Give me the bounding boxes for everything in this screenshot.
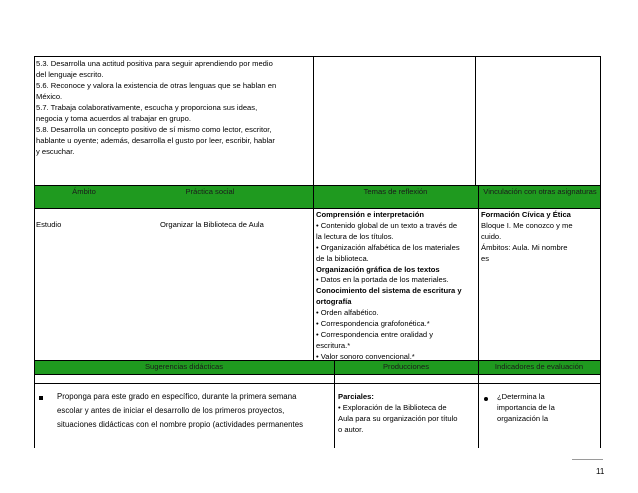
- objective-line: 5.8. Desarrolla un concepto positivo de sí mismo como lector, escritor,: [36, 125, 272, 134]
- indicador-line: organización la: [497, 414, 549, 423]
- header-vinculacion: Vinculación con otras asignaturas: [483, 187, 597, 196]
- tema-line: • Valor sonoro convencional.*: [316, 351, 415, 361]
- tema-line: • Correspondencia entre oralidad y: [316, 329, 434, 339]
- sugerencia-line: escolar y antes de iniciar el desarrollo de los primeros proyectos,: [57, 406, 285, 415]
- header-indicadores: Indicadores de evaluación: [494, 362, 584, 371]
- vinculacion-line: cuido.: [481, 232, 502, 241]
- header-producciones: Producciones: [382, 362, 429, 371]
- objective-line: 5.6. Reconoce y valora la existencia de otras lenguas que se hablan en: [36, 81, 277, 90]
- header-practica-social: Práctica social: [185, 187, 235, 196]
- vinculacion-title: Formación Cívica y Ética: [481, 210, 571, 219]
- practica-value: Organizar la Biblioteca de Aula: [160, 220, 264, 229]
- header-temas-reflexion: Temas de reflexión: [363, 187, 428, 196]
- round-bullet-icon: [484, 397, 488, 401]
- tema-line: • Organización alfabética de los materiales: [316, 242, 460, 252]
- objective-line: negocia y toma acuerdos al trabajar en grupo.: [36, 114, 191, 123]
- ambito-value: Estudio: [36, 220, 62, 229]
- page-number: 11: [596, 467, 605, 476]
- indicador-line: ¿Determina la: [497, 392, 545, 401]
- sugerencia-line: situaciones didácticas con el nombre propio (actividades permanentes: [57, 420, 304, 429]
- square-bullet-icon: [39, 396, 43, 400]
- tema-line: ortografía: [316, 297, 352, 307]
- sugerencia-line: Proponga para este grado en específico, durante la primera semana: [57, 392, 297, 401]
- objective-line: y escuchar.: [36, 147, 75, 156]
- header-sugerencias: Sugerencias didácticas: [144, 362, 224, 371]
- tema-line: • Orden alfabético.: [316, 308, 379, 318]
- tema-line: Conocimiento del sistema de escritura y: [316, 286, 462, 296]
- tema-line: escritura.*: [316, 340, 351, 350]
- tema-line: de la biblioteca.: [316, 253, 369, 263]
- produccion-line: Aula para su organización por título: [338, 414, 458, 423]
- objective-line: 5.3. Desarrolla una actitud positiva para seguir aprendiendo por medio: [36, 59, 273, 68]
- objective-line: del lenguaje escrito.: [36, 70, 104, 79]
- vinculacion-line: Bloque I. Me conozco y me: [481, 221, 573, 230]
- tema-line: la lectura de los títulos.: [316, 231, 394, 241]
- footer-rule: [572, 459, 603, 460]
- produccion-line: o autor.: [338, 425, 364, 434]
- vinculacion-line: Ámbitos: Aula. Mi nombre: [481, 243, 568, 252]
- tema-line: Organización gráfica de los textos: [316, 264, 440, 274]
- objective-line: México.: [36, 92, 63, 101]
- producciones-title: Parciales:: [338, 392, 374, 401]
- header-ambito: Ámbito: [72, 187, 96, 196]
- indicador-line: importancia de la: [497, 403, 555, 412]
- tema-line: • Datos en la portada de los materiales.: [316, 275, 449, 285]
- vinculacion-line: es: [481, 254, 490, 263]
- objective-line: 5.7. Trabaja colaborativamente, escucha y proporciona sus ideas,: [36, 103, 258, 112]
- produccion-line: • Exploración de la Biblioteca de: [338, 403, 447, 412]
- tema-line: Comprensión e interpretación: [316, 210, 425, 219]
- tema-line: • Contenido global de un texto a través de: [316, 220, 458, 230]
- objective-line: hablante u oyente; además, desarrolla el gusto por leer, escribir, hablar: [36, 136, 275, 145]
- tema-line: • Correspondencia grafofonética.*: [316, 319, 430, 328]
